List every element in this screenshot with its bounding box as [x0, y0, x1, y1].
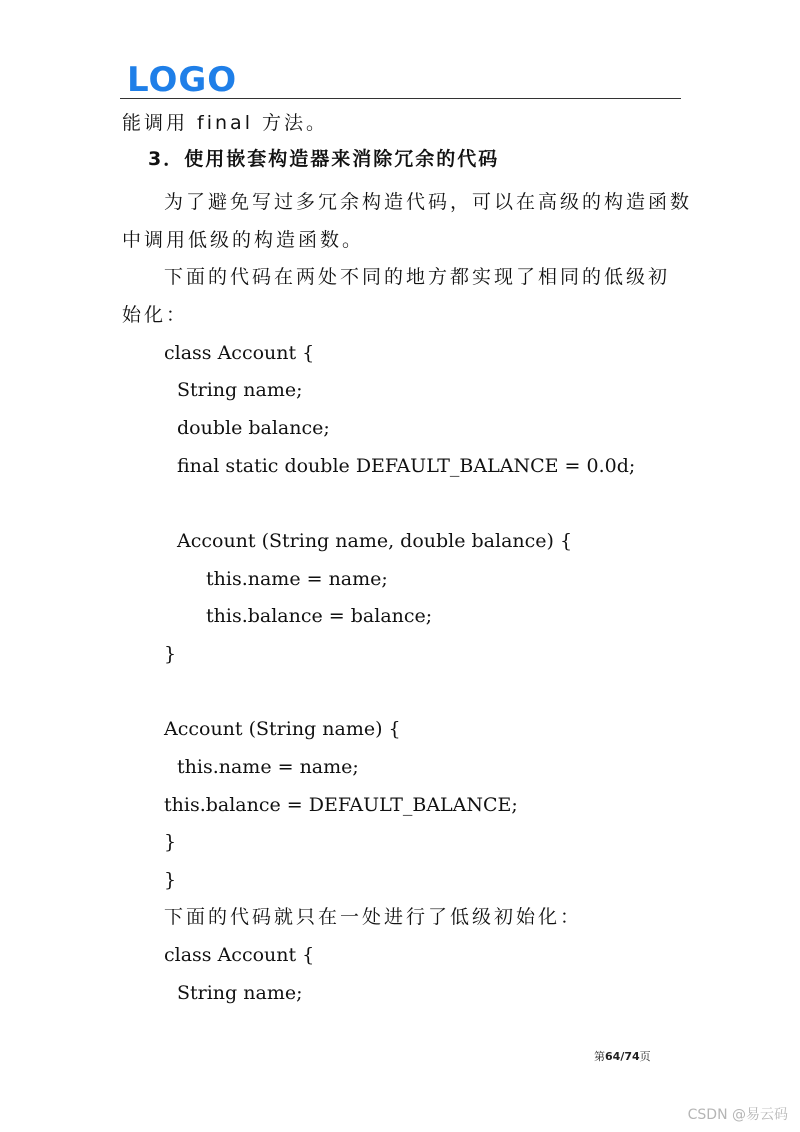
code-line: class Account { [164, 342, 315, 364]
paragraph-line: 下面的代码在两处不同的地方都实现了相同的低级初 [164, 266, 671, 288]
page-suffix: 页 [639, 1050, 651, 1063]
code-line: Account (String name, double balance) { [177, 530, 573, 552]
page-separator: / [620, 1050, 625, 1063]
logo: LOGO [127, 60, 238, 100]
body-line: 能调用 final 方法。 [122, 112, 329, 134]
page-prefix: 第 [594, 1050, 605, 1063]
code-line: this.name = name; [206, 568, 388, 590]
paragraph-line: 为了避免写过多冗余构造代码，可以在高级的构造函数 [164, 191, 693, 213]
current-page: 64 [605, 1050, 621, 1063]
paragraph-line: 下面的代码就只在一处进行了低级初始化： [164, 906, 583, 928]
code-line: final static double DEFAULT_BALANCE = 0.0d; [177, 455, 636, 477]
watermark: CSDN @易云码 [687, 1107, 788, 1123]
section-heading: 3．使用嵌套构造器来消除冗余的代码 [148, 148, 500, 170]
code-line: } [164, 643, 177, 665]
code-line: } [164, 869, 177, 891]
page-number [594, 1048, 651, 1064]
code-line: String name; [177, 379, 303, 401]
paragraph-line: 中调用低级的构造函数。 [122, 229, 365, 251]
total-pages: 74 [624, 1050, 640, 1063]
code-line: Account (String name) { [164, 718, 401, 740]
code-line: } [164, 831, 177, 853]
code-line: String name; [177, 982, 303, 1004]
code-line: double balance; [177, 417, 330, 439]
code-line: this.name = name; [177, 756, 359, 778]
code-line: this.balance = DEFAULT_BALANCE; [164, 794, 518, 816]
code-line: class Account { [164, 944, 315, 966]
code-line: this.balance = balance; [206, 605, 433, 627]
paragraph-line: 始化： [122, 304, 189, 326]
header-rule [120, 98, 681, 99]
